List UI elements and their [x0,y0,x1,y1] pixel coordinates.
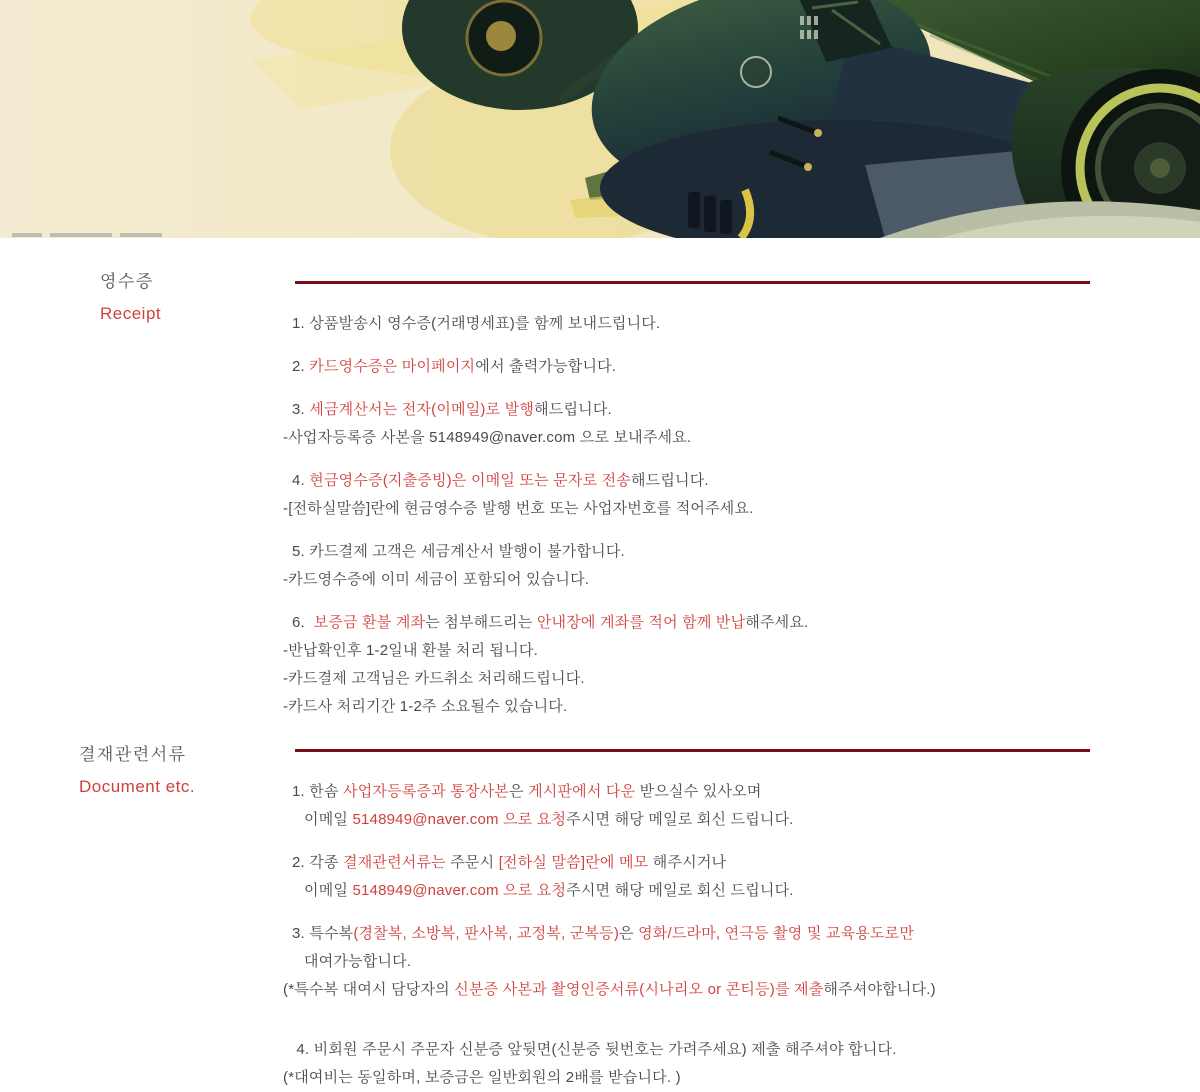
notice-item [283,849,1103,905]
notice-line [283,1064,1103,1092]
text-segment: 해주셔야합니다.) [823,981,936,998]
notice-item [283,467,1103,523]
text-segment: 3. [292,401,310,418]
notice-item [283,778,1103,834]
notice-line [283,566,1103,594]
notice-line [283,467,1103,495]
gun-tip [814,129,822,137]
text-segment: 이메일 [304,811,353,828]
notice-line [283,1036,1103,1064]
hero-illustration [0,0,1200,238]
notice-line [283,353,1103,381]
highlighted-text-segment: (경찰복, 소방복, 판사복, 교정복, 군복등) [353,925,620,942]
text-segment: 해드립니다. [534,401,612,418]
bomber-painting [0,0,1200,238]
text-segment: -사업자등록증 사본을 5148949@naver.com 으로 보내주세요. [283,429,692,446]
notice-item [283,353,1103,381]
highlighted-text-segment: 5148949@naver.com 으로 요청 [352,882,567,899]
notice-item [283,396,1103,452]
highlighted-text-segment: 결재관련서류는 [343,854,446,871]
highlighted-text-segment: 카드영수증은 마이페이지 [309,358,476,375]
notice-line [283,693,1103,721]
highlighted-text-segment: 신분증 사본과 촬영인증서류(시나리오 or 콘티등)를 제출 [454,981,824,998]
text-segment: 2. 각종 [292,854,344,871]
highlighted-text-segment: 현금영수증(지출증빙)은 이메일 또는 문자로 전송 [309,472,631,489]
text-segment: 해주시거나 [648,854,727,871]
notice-item [283,920,1103,1004]
text-segment: -카드사 처리기간 1-2주 소요될수 있습니다. [283,698,568,715]
gun-tip [804,163,812,171]
scan-artifact [12,233,162,237]
text-segment: 는 첨부해드리는 [425,614,537,631]
notice-line [283,609,1103,637]
divider-rule [295,281,1090,284]
engine-hub-center [1150,158,1170,178]
text-segment: 주시면 해당 메일로 회신 드립니다. [566,882,794,899]
highlighted-text-segment: 5148949@naver.com 으로 요청 [352,811,567,828]
notice-item [283,538,1103,594]
section-title-receipt-en: Receipt [100,304,162,323]
highlighted-text-segment: 게시판에서 다운 [528,783,636,800]
notice-line [283,806,1103,834]
text-segment: 대여가능합니다. [304,953,412,970]
left-engine-hub [486,21,516,51]
receipt-items-list [283,310,1103,721]
text-segment: 1. 상품발송시 영수증(거래명세표)를 함께 보내드립니다. [292,315,661,332]
text-segment: 이메일 [304,882,353,899]
notice-item [283,609,1103,721]
notice-line [283,665,1103,693]
text-segment: 해드립니다. [630,472,709,489]
notice-line [283,495,1103,523]
text-segment: -반납확인후 1-2일내 환불 처리 됩니다. [283,642,538,659]
text-segment: 1. 한솜 [292,783,344,800]
text-segment: (*특수복 대여시 담당자의 [283,981,455,998]
section-title-documents-ko: 결재관련서류 [79,745,187,764]
highlighted-text-segment: 보증금 환불 계좌 [313,614,426,631]
highlighted-text-segment: 세금계산서는 전자(이메일)로 발행 [309,401,535,418]
text-segment: 주문시 [445,854,499,871]
text-segment: 2. [292,358,310,375]
notice-line [283,424,1103,452]
documents-content [283,749,1103,1092]
notice-line [283,538,1103,566]
notice-line [283,976,1103,1004]
nose-emblem [741,57,771,87]
text-segment: -[전하실말씀]란에 현금영수증 발행 번호 또는 사업자번호를 적어주세요. [283,500,754,517]
notice-item [283,310,1103,338]
highlighted-text-segment: 사업자등록증과 통장사본 [343,783,509,800]
notice-line [283,920,1103,948]
highlighted-text-segment: 안내장에 계좌를 적어 함께 반납 [536,614,746,631]
text-segment: (*대여비는 동일하며, 보증금은 일반회원의 2배를 받습니다. ) [283,1069,681,1086]
notice-line [283,849,1103,877]
text-segment: 4. 비회원 주문시 주문자 신분증 앞뒷면(신분증 뒷번호는 가려주세요) 제출 해주셔야 합니다. [292,1041,897,1058]
section-title-receipt-ko: 영수증 [100,272,154,291]
text-segment: 해주세요. [745,614,809,631]
notice-line [283,877,1103,905]
notice-line [283,637,1103,665]
text-segment: 주시면 해당 메일로 회신 드립니다. [566,811,794,828]
text-segment: 받으실수 있사오며 [635,783,762,800]
text-segment: 은 [619,925,639,942]
highlighted-text-segment: [전하실 말씀]란에 메모 [498,854,649,871]
notice-line [283,310,1103,338]
text-segment: -카드영수증에 이미 세금이 포함되어 있습니다. [283,571,590,588]
text-segment: -카드결제 고객님은 카드취소 처리해드립니다. [283,670,585,687]
text-segment: 3. 특수복 [292,925,354,942]
text-segment: 은 [509,783,529,800]
text-segment: 6. [292,614,314,631]
highlighted-text-segment: 영화/드라마, 연극등 촬영 및 교육용도로만 [638,925,915,942]
text-segment: 에서 출력가능합니다. [475,358,617,375]
documents-items-list [283,778,1103,1092]
notice-line [283,778,1103,806]
receipt-content [283,281,1103,721]
notice-item [283,1036,1103,1092]
text-segment: 5. 카드결제 고객은 세금계산서 발행이 불가합니다. [292,543,625,560]
text-segment: 4. [292,472,310,489]
divider-rule [295,749,1090,752]
section-title-documents-en: Document etc. [79,777,196,796]
notice-line [283,948,1103,976]
notice-line [283,396,1103,424]
